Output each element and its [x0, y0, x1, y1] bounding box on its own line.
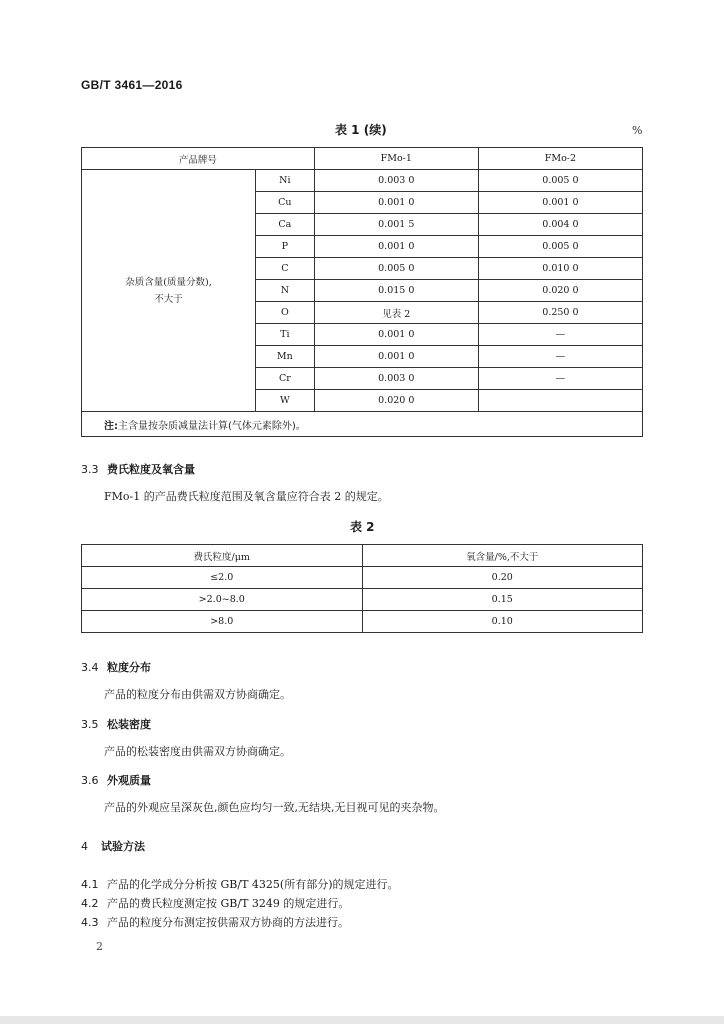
clause-text: 产品的粒度分布测定按供需双方协商的方法进行。	[107, 916, 349, 929]
clause-4-3	[81, 914, 349, 930]
value-cell: 0.001 0	[314, 236, 478, 258]
note-text: 主含量按杂质减量法计算(气体元素除外)。	[118, 420, 306, 432]
table-row	[82, 170, 643, 192]
element-cell: O	[256, 302, 315, 324]
clause-4-1	[81, 876, 398, 892]
section-3-6-heading	[81, 772, 151, 788]
note-row	[82, 412, 643, 437]
value-cell: —	[478, 368, 642, 390]
oxygen-cell: 0.20	[362, 567, 643, 589]
oxygen-cell: 0.10	[362, 611, 643, 633]
header-cell-oxygen: 氧含量/%,不大于	[362, 545, 643, 567]
section-title: 费氏粒度及氧含量	[107, 463, 195, 476]
clause-number: 4.2	[81, 897, 99, 910]
element-cell: N	[256, 280, 315, 302]
value-cell: 0.001 0	[314, 346, 478, 368]
element-cell: Cu	[256, 192, 315, 214]
table-row	[82, 589, 643, 611]
clause-text: 产品的化学成分分析按 GB/T 4325(所有部分)的规定进行。	[107, 878, 399, 891]
section-4-heading	[81, 838, 145, 854]
value-cell: 0.001 0	[314, 192, 478, 214]
size-cell: ≤2.0	[82, 567, 363, 589]
section-3-4-heading	[81, 659, 151, 675]
section-title: 试验方法	[101, 840, 145, 853]
section-number: 3.4	[81, 661, 99, 674]
element-cell: W	[256, 390, 315, 412]
value-cell: —	[478, 324, 642, 346]
element-cell: Cr	[256, 368, 315, 390]
value-cell: 0.003 0	[314, 368, 478, 390]
value-cell: 0.020 0	[314, 390, 478, 412]
section-3-5-body: 产品的松装密度由供需双方协商确定。	[104, 745, 291, 758]
element-cell: Ni	[256, 170, 315, 192]
value-cell: 0.004 0	[478, 214, 642, 236]
value-cell: 0.001 5	[314, 214, 478, 236]
element-cell: Ca	[256, 214, 315, 236]
size-cell: >2.0~8.0	[82, 589, 363, 611]
section-3-5-heading	[81, 716, 151, 732]
clause-number: 4.1	[81, 878, 99, 891]
clause-text: 产品的费氏粒度测定按 GB/T 3249 的规定进行。	[107, 897, 350, 910]
table-header-row	[82, 148, 643, 170]
section-3-3-heading	[81, 461, 195, 477]
section-number: 3.5	[81, 718, 99, 731]
value-cell: 0.010 0	[478, 258, 642, 280]
value-cell: 0.005 0	[314, 258, 478, 280]
clause-number: 4.3	[81, 916, 99, 929]
impurity-group-label	[82, 170, 256, 412]
table2-caption: 表 2	[350, 520, 375, 534]
table-row	[82, 567, 643, 589]
section-3-3-body: FMo-1 的产品费氏粒度范围及氧含量应符合表 2 的规定。	[104, 490, 389, 503]
table-note	[82, 412, 643, 437]
element-cell: Mn	[256, 346, 315, 368]
value-cell	[478, 390, 642, 412]
element-cell: Ti	[256, 324, 315, 346]
section-number: 3.3	[81, 463, 99, 476]
value-cell: 0.005 0	[478, 170, 642, 192]
impurity-label-line2: 不大于	[154, 293, 183, 305]
section-title: 外观质量	[107, 774, 151, 787]
value-cell: 见表 2	[314, 302, 478, 324]
impurity-table	[81, 147, 643, 437]
clause-4-2	[81, 895, 349, 911]
impurity-label-line1: 杂质含量(质量分数),	[125, 276, 212, 288]
particle-size-table	[81, 544, 643, 633]
table-row	[82, 611, 643, 633]
header-cell-fmo2: FMo-2	[478, 148, 642, 170]
value-cell: —	[478, 346, 642, 368]
table1-caption: 表 1 (续)	[335, 123, 387, 137]
value-cell: 0.003 0	[314, 170, 478, 192]
standard-code: GB/T 3461—2016	[81, 78, 183, 92]
value-cell: 0.001 0	[314, 324, 478, 346]
section-number: 3.6	[81, 774, 99, 787]
element-cell: C	[256, 258, 315, 280]
value-cell: 0.015 0	[314, 280, 478, 302]
section-title: 粒度分布	[107, 661, 151, 674]
oxygen-cell: 0.15	[362, 589, 643, 611]
value-cell: 0.001 0	[478, 192, 642, 214]
section-title: 松装密度	[107, 718, 151, 731]
section-number: 4	[81, 840, 88, 853]
table1-unit: %	[632, 124, 643, 137]
header-cell-size: 费氏粒度/μm	[82, 545, 363, 567]
section-3-4-body: 产品的粒度分布由供需双方协商确定。	[104, 688, 291, 701]
header-cell-grade: 产品牌号	[82, 148, 315, 170]
note-prefix: 注:	[104, 420, 118, 432]
scroll-edge	[0, 1016, 724, 1024]
header-cell-fmo1: FMo-1	[314, 148, 478, 170]
value-cell: 0.250 0	[478, 302, 642, 324]
table-header-row	[82, 545, 643, 567]
section-3-6-body: 产品的外观应呈深灰色,颜色应均匀一致,无结块,无目视可见的夹杂物。	[104, 801, 445, 814]
size-cell: >8.0	[82, 611, 363, 633]
element-cell: P	[256, 236, 315, 258]
value-cell: 0.020 0	[478, 280, 642, 302]
page-number: 2	[96, 940, 103, 953]
value-cell: 0.005 0	[478, 236, 642, 258]
